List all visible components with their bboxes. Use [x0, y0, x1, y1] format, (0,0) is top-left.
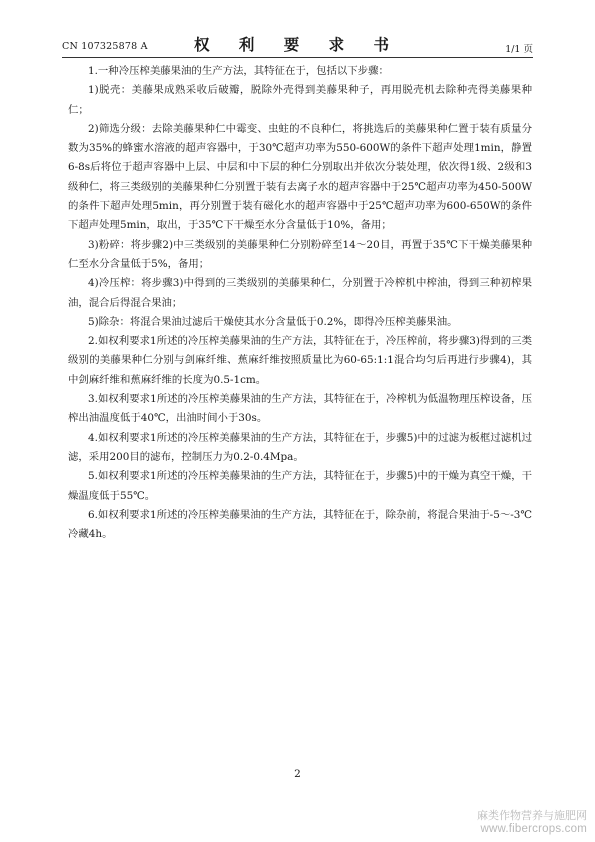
watermark-url: www.fibercrops.com [480, 823, 587, 835]
header-rule [62, 57, 533, 58]
watermark-site-name: 麻类作物营养与施肥网 [477, 810, 587, 822]
document-title: 权 利 要 求 书 [193, 35, 402, 54]
page-indicator: 1/1 页 [505, 44, 533, 55]
claim-2: 2.如权利要求1所述的冷压榨美藤果油的生产方法，其特征在于，冷压榨前，将步骤3)得到的三类级别的美藤果种仁分别与剑麻纤维、蕉麻纤维按照质量比为60-65:1:1混合均匀后再进行步骤4)，其中剑麻纤维和蕉麻纤维的长度为0.5-1cm。 [68, 335, 532, 386]
claim-1-step-3: 3)粉碎：将步骤2)中三类级别的美藤果种仁分别粉碎至14～20目，再置于35℃下干燥美藤果种仁至水分含量低于5%，备用； [68, 238, 532, 270]
claim-1-intro: 1.一种冷压榨美藤果油的生产方法，其特征在于，包括以下步骤： [88, 65, 389, 77]
publication-number: CN 107325878 A [62, 41, 148, 52]
claim-1-step-4: 4)冷压榨：将步骤3)中得到的三类级别的美藤果种仁，分别置于冷榨机中榨油，得到三种初榨果油，混合后得混合果油； [68, 277, 532, 309]
claim-1-step-5: 5)除杂：将混合果油过滤后干燥使其水分含量低于0.2%，即得冷压榨美藤果油。 [88, 315, 458, 328]
page-header [62, 32, 533, 58]
claim-1-step-1: 1)脱壳：美藤果成熟采收后破瓣，脱除外壳得到美藤果种子，再用脱壳机去除种壳得美藤果种仁； [68, 84, 532, 116]
claim-3: 3.如权利要求1所述的冷压榨美藤果油的生产方法，其特征在于，冷榨机为低温物理压榨设备，压榨出油温度低于40℃，出油时间小于30s。 [68, 393, 532, 425]
site-watermark [477, 810, 587, 836]
claims-body [68, 62, 532, 544]
claim-4: 4.如权利要求1所述的冷压榨美藤果油的生产方法，其特征在于，步骤5)中的过滤为板框过滤机过滤，采用200目的滤布，控制压力为0.2-0.4Mpa。 [68, 431, 532, 463]
claim-5: 5.如权利要求1所述的冷压榨美藤果油的生产方法，其特征在于，步骤5)中的干燥为真空干燥，干燥温度低于55℃。 [68, 470, 532, 502]
page-number: 2 [294, 768, 301, 780]
claim-6: 6.如权利要求1所述的冷压榨美藤果油的生产方法，其特征在于，除杂前，将混合果油于-5～-3℃冷藏4h。 [68, 508, 532, 541]
claim-1-step-2: 2)筛选分级：去除美藤果种仁中霉变、虫蛀的不良种仁，将挑选后的美藤果种仁置于装有质量分数为35%的蜂蜜水溶液的超声容器中，于30℃超声功率为550-600W的条件下超声处理1min，静置6-8s后将位于超声容器中上层、中层和中下层的种仁分别取出并依次分装处理，依次得1级、2级和3级种仁，将三类级别的美藤果种仁分别置于装有去离子水的超声容器中于25℃超声功率为450-500W的条件下超声处理5min，再分别置于装有磁化水的超声容器中于25℃超声功率为600-650W的条件下超声处理5min，取出，于35℃下干燥至水分含量低于10%，备用； [68, 122, 532, 232]
